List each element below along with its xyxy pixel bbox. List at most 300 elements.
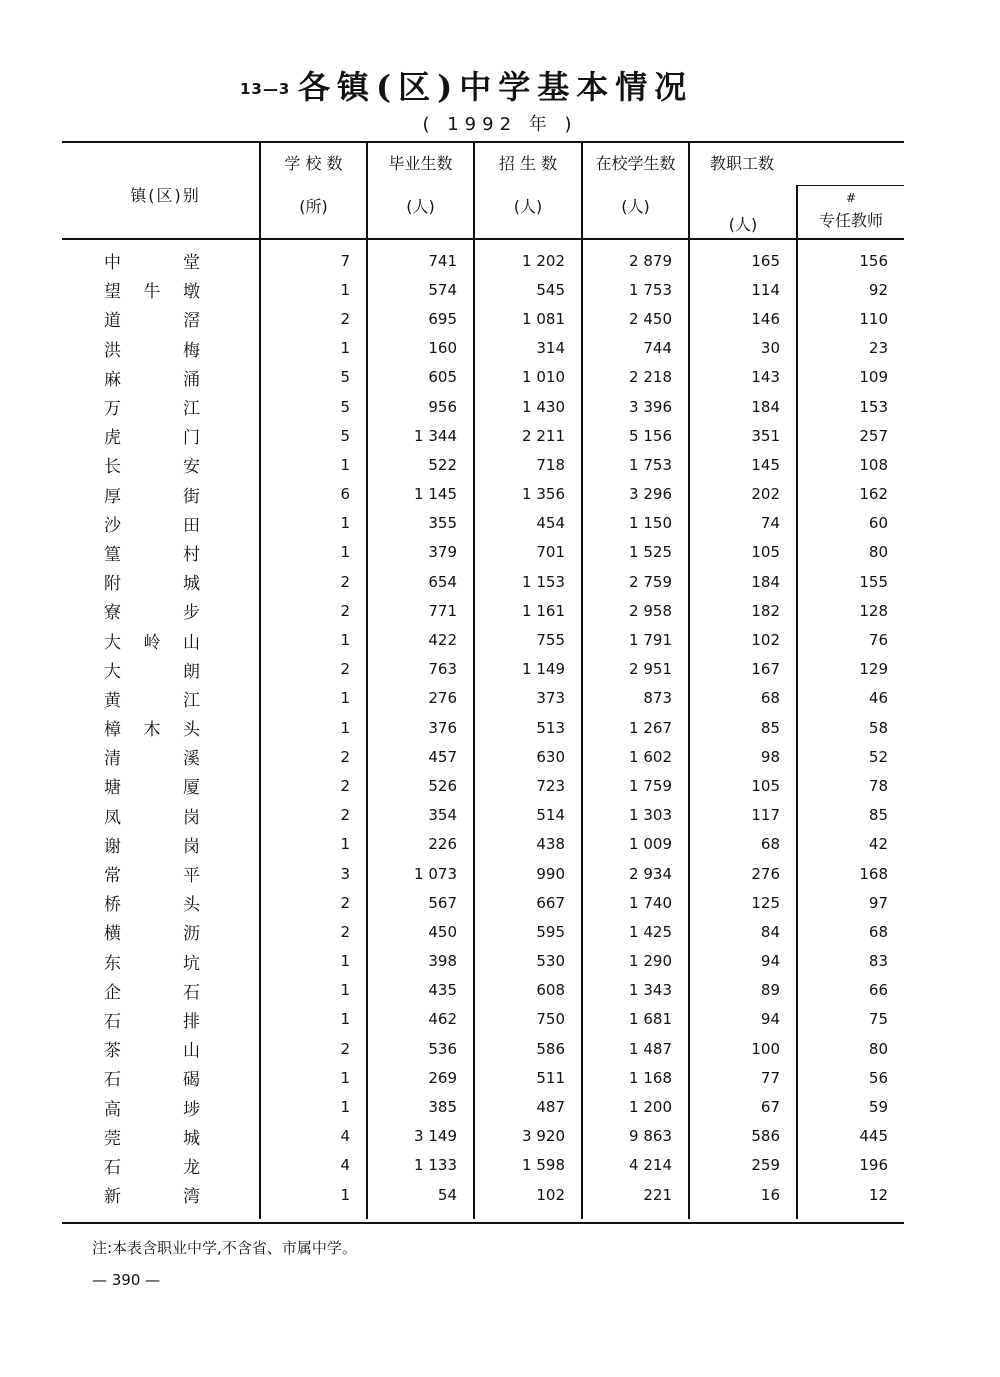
- teachers-cell: 60: [797, 509, 904, 538]
- schools-cell: 1: [260, 625, 367, 654]
- table-row: [62, 450, 904, 479]
- region-name: [62, 625, 260, 654]
- header-teachers-label: 专任教师: [819, 211, 884, 230]
- students-cell: 5 156: [582, 421, 689, 450]
- schools-cell: 4: [260, 1122, 367, 1151]
- region-name-char: [144, 540, 161, 565]
- region-name-char: 中: [104, 253, 121, 274]
- table-row: [62, 1151, 904, 1180]
- enrollment-cell: 2 211: [474, 421, 582, 450]
- graduates-cell: 385: [367, 1092, 474, 1121]
- enrollment-cell: 454: [474, 509, 582, 538]
- region-name-char: [144, 890, 161, 915]
- staff-cell: 67: [689, 1092, 797, 1121]
- region-name-char: 篁: [104, 544, 121, 565]
- enrollment-cell: 586: [474, 1034, 582, 1063]
- region-name: [62, 421, 260, 450]
- enrollment-cell: 1 153: [474, 567, 582, 596]
- graduates-cell: 763: [367, 655, 474, 684]
- table-row: [62, 334, 904, 363]
- teachers-cell: 12: [797, 1180, 904, 1219]
- staff-cell: 276: [689, 859, 797, 888]
- students-cell: 1 487: [582, 1034, 689, 1063]
- region-name-char: [144, 1095, 161, 1120]
- region-name: [62, 830, 260, 859]
- staff-cell: 94: [689, 947, 797, 976]
- table-row: [62, 830, 904, 859]
- region-name-char: 岭: [143, 632, 161, 653]
- schools-cell: 1: [260, 947, 367, 976]
- graduates-cell: 457: [367, 742, 474, 771]
- schools-cell: 2: [260, 888, 367, 917]
- schools-cell: 2: [260, 304, 367, 333]
- region-name: [62, 509, 260, 538]
- table-body: [62, 239, 904, 1219]
- staff-cell: 167: [689, 655, 797, 684]
- region-name: [62, 480, 260, 509]
- graduates-cell: 354: [367, 801, 474, 830]
- students-cell: 1 681: [582, 1005, 689, 1034]
- region-name-char: [144, 1036, 161, 1061]
- students-cell: 2 879: [582, 239, 689, 275]
- region-name-char: [144, 365, 161, 390]
- staff-cell: 105: [689, 771, 797, 800]
- region-name-char: 江: [183, 690, 200, 711]
- teachers-cell: 445: [797, 1122, 904, 1151]
- enrollment-cell: 1 081: [474, 304, 582, 333]
- region-name-char: 埗: [183, 1099, 200, 1120]
- region-name-char: 望: [104, 282, 121, 303]
- table-row: [62, 392, 904, 421]
- graduates-cell: 654: [367, 567, 474, 596]
- page-title: 各镇(区)中学基本情况: [298, 68, 694, 106]
- teachers-cell: 80: [797, 538, 904, 567]
- region-name: [62, 596, 260, 625]
- students-cell: 1 791: [582, 625, 689, 654]
- header-teachers: [797, 186, 904, 240]
- region-name-char: 木: [143, 720, 161, 741]
- staff-cell: 98: [689, 742, 797, 771]
- enrollment-cell: 1 356: [474, 480, 582, 509]
- staff-cell: 89: [689, 976, 797, 1005]
- graduates-cell: 435: [367, 976, 474, 1005]
- region-name-char: 附: [104, 574, 121, 595]
- teachers-cell: 155: [797, 567, 904, 596]
- region-name-char: 坑: [183, 953, 200, 974]
- region-name-char: 企: [104, 982, 121, 1003]
- teachers-cell: 92: [797, 275, 904, 304]
- region-name-char: 城: [183, 1128, 200, 1149]
- footnote: 注:本表含职业中学,不含省、市属中学。: [92, 1239, 357, 1257]
- region-name-char: 大: [104, 632, 121, 653]
- graduates-cell: 771: [367, 596, 474, 625]
- enrollment-cell: 667: [474, 888, 582, 917]
- region-name-char: 凤: [104, 807, 121, 828]
- region-name: [62, 742, 260, 771]
- header-graduates: [367, 142, 474, 239]
- enrollment-cell: 701: [474, 538, 582, 567]
- region-name-char: 洪: [104, 340, 121, 361]
- graduates-cell: 536: [367, 1034, 474, 1063]
- table-row: [62, 1122, 904, 1151]
- staff-cell: 102: [689, 625, 797, 654]
- schools-cell: 2: [260, 742, 367, 771]
- region-name-char: [144, 1007, 161, 1032]
- students-cell: 9 863: [582, 1122, 689, 1151]
- table-row: [62, 538, 904, 567]
- staff-cell: 30: [689, 334, 797, 363]
- region-name-char: [144, 1153, 161, 1178]
- region-name-char: 虎: [104, 428, 121, 449]
- students-cell: 1 759: [582, 771, 689, 800]
- table-row: [62, 596, 904, 625]
- table-row: [62, 771, 904, 800]
- teachers-cell: 66: [797, 976, 904, 1005]
- table-number: 13—3: [240, 80, 291, 98]
- region-name-char: 石: [104, 1070, 121, 1091]
- region-name: [62, 304, 260, 333]
- teachers-cell: 80: [797, 1034, 904, 1063]
- students-cell: 744: [582, 334, 689, 363]
- teachers-cell: 52: [797, 742, 904, 771]
- teachers-cell: 76: [797, 625, 904, 654]
- region-name-char: 长: [104, 457, 121, 478]
- enrollment-cell: 1 430: [474, 392, 582, 421]
- region-name-char: [144, 1182, 161, 1207]
- header-staff-unit-cell: [689, 186, 797, 240]
- enrollment-cell: 608: [474, 976, 582, 1005]
- enrollment-cell: 1 149: [474, 655, 582, 684]
- enrollment-cell: 723: [474, 771, 582, 800]
- teachers-cell: 56: [797, 1063, 904, 1092]
- teachers-cell: 97: [797, 888, 904, 917]
- region-name-char: 石: [104, 1157, 121, 1178]
- header-students-label: 在校学生数: [595, 154, 676, 173]
- graduates-cell: 522: [367, 450, 474, 479]
- region-name-char: 碣: [183, 1070, 200, 1091]
- region-name-char: 寮: [104, 603, 121, 624]
- title-block: [0, 62, 1000, 106]
- enrollment-cell: 630: [474, 742, 582, 771]
- schools-cell: 2: [260, 655, 367, 684]
- region-name-char: [144, 949, 161, 974]
- teachers-cell: 42: [797, 830, 904, 859]
- students-cell: 1 525: [582, 538, 689, 567]
- students-cell: 1 425: [582, 917, 689, 946]
- schools-cell: 1: [260, 275, 367, 304]
- schools-cell: 1: [260, 1180, 367, 1219]
- table-row: [62, 655, 904, 684]
- region-name: [62, 1151, 260, 1180]
- region-name-char: 堂: [183, 253, 200, 274]
- teachers-mark: #: [845, 191, 857, 205]
- header-region: 镇(区)别: [62, 142, 260, 239]
- region-name: [62, 275, 260, 304]
- staff-cell: 586: [689, 1122, 797, 1151]
- region-name-char: 岗: [183, 836, 200, 857]
- graduates-cell: 462: [367, 1005, 474, 1034]
- graduates-cell: 355: [367, 509, 474, 538]
- enrollment-cell: 438: [474, 830, 582, 859]
- region-name: [62, 1034, 260, 1063]
- region-name-char: [144, 394, 161, 419]
- region-name-char: 茶: [104, 1041, 121, 1062]
- enrollment-cell: 755: [474, 625, 582, 654]
- graduates-cell: 226: [367, 830, 474, 859]
- table-row: [62, 567, 904, 596]
- students-cell: 1 740: [582, 888, 689, 917]
- graduates-cell: 398: [367, 947, 474, 976]
- students-cell: 1 753: [582, 275, 689, 304]
- teachers-cell: 162: [797, 480, 904, 509]
- table-row: [62, 859, 904, 888]
- students-cell: 1 343: [582, 976, 689, 1005]
- teachers-cell: 109: [797, 363, 904, 392]
- graduates-cell: 605: [367, 363, 474, 392]
- header-schools: [260, 142, 367, 239]
- staff-cell: 184: [689, 392, 797, 421]
- table-row: [62, 947, 904, 976]
- graduates-cell: 567: [367, 888, 474, 917]
- schools-cell: 2: [260, 596, 367, 625]
- enrollment-cell: 595: [474, 917, 582, 946]
- teachers-cell: 128: [797, 596, 904, 625]
- graduates-cell: 1 344: [367, 421, 474, 450]
- region-name: [62, 567, 260, 596]
- schools-cell: 1: [260, 830, 367, 859]
- region-name-char: 平: [183, 866, 200, 887]
- table-row: [62, 304, 904, 333]
- enrollment-cell: 990: [474, 859, 582, 888]
- teachers-cell: 129: [797, 655, 904, 684]
- region-name-char: [144, 336, 161, 361]
- schools-cell: 7: [260, 239, 367, 275]
- header-enrollment-label: 招 生 数: [498, 154, 558, 173]
- region-name: [62, 1005, 260, 1034]
- students-cell: 1 602: [582, 742, 689, 771]
- graduates-cell: 54: [367, 1180, 474, 1219]
- students-cell: 4 214: [582, 1151, 689, 1180]
- teachers-cell: 108: [797, 450, 904, 479]
- staff-cell: 105: [689, 538, 797, 567]
- region-name: [62, 239, 260, 275]
- region-name-char: 沥: [183, 924, 200, 945]
- students-cell: 3 396: [582, 392, 689, 421]
- region-name: [62, 450, 260, 479]
- header-enrollment: [474, 142, 582, 239]
- staff-cell: 16: [689, 1180, 797, 1219]
- region-name-char: [144, 744, 161, 769]
- region-name: [62, 392, 260, 421]
- students-cell: 1 303: [582, 801, 689, 830]
- schools-cell: 5: [260, 421, 367, 450]
- region-name-char: 湾: [183, 1187, 200, 1208]
- enrollment-cell: 514: [474, 801, 582, 830]
- region-name-char: 朗: [183, 661, 200, 682]
- year-subtitle: ( 1992 年 ): [422, 114, 578, 135]
- students-cell: 2 951: [582, 655, 689, 684]
- enrollment-cell: 530: [474, 947, 582, 976]
- graduates-cell: 450: [367, 917, 474, 946]
- students-cell: 1 168: [582, 1063, 689, 1092]
- enrollment-cell: 513: [474, 713, 582, 742]
- region-name-char: 樟: [104, 720, 121, 741]
- graduates-cell: 422: [367, 625, 474, 654]
- teachers-cell: 156: [797, 239, 904, 275]
- region-name-char: 黄: [104, 690, 121, 711]
- region-name-char: [144, 248, 161, 273]
- schools-cell: 1: [260, 1063, 367, 1092]
- region-name-char: 石: [183, 982, 200, 1003]
- table-row: [62, 801, 904, 830]
- region-name-char: 东: [104, 953, 121, 974]
- header-schools-unit: (所): [299, 197, 328, 216]
- region-name: [62, 976, 260, 1005]
- header-students: [582, 142, 689, 239]
- header-staff-unit: (人): [728, 214, 758, 234]
- region-name-char: [144, 452, 161, 477]
- staff-cell: 85: [689, 713, 797, 742]
- header-graduates-unit: (人): [406, 197, 435, 216]
- region-name-char: 山: [183, 1041, 200, 1062]
- region-name-char: [144, 569, 161, 594]
- region-name-char: [144, 598, 161, 623]
- schools-cell: 1: [260, 1092, 367, 1121]
- region-name: [62, 684, 260, 713]
- region-name-char: 横: [104, 924, 121, 945]
- schools-cell: 3: [260, 859, 367, 888]
- students-cell: 2 958: [582, 596, 689, 625]
- region-name: [62, 771, 260, 800]
- enrollment-cell: 511: [474, 1063, 582, 1092]
- students-cell: 2 759: [582, 567, 689, 596]
- staff-cell: 100: [689, 1034, 797, 1063]
- region-name-char: 高: [104, 1099, 121, 1120]
- staff-cell: 74: [689, 509, 797, 538]
- region-name-char: 莞: [104, 1128, 121, 1149]
- region-name-char: 道: [104, 311, 121, 332]
- school-stats-table: [62, 141, 904, 1219]
- teachers-cell: 257: [797, 421, 904, 450]
- table-row: [62, 888, 904, 917]
- table-row: [62, 421, 904, 450]
- staff-cell: 125: [689, 888, 797, 917]
- schools-cell: 1: [260, 684, 367, 713]
- graduates-cell: 276: [367, 684, 474, 713]
- students-cell: 1 290: [582, 947, 689, 976]
- teachers-cell: 58: [797, 713, 904, 742]
- region-name-char: [144, 832, 161, 857]
- teachers-cell: 78: [797, 771, 904, 800]
- staff-cell: 146: [689, 304, 797, 333]
- region-name-char: 牛: [143, 282, 161, 303]
- region-name: [62, 1122, 260, 1151]
- graduates-cell: 1 073: [367, 859, 474, 888]
- region-name-char: 梅: [183, 340, 200, 361]
- graduates-cell: 269: [367, 1063, 474, 1092]
- region-name: [62, 334, 260, 363]
- region-name-char: 山: [183, 632, 200, 653]
- region-name: [62, 538, 260, 567]
- region-name: [62, 859, 260, 888]
- enrollment-cell: 1 202: [474, 239, 582, 275]
- region-name-char: [144, 482, 161, 507]
- graduates-cell: 1 145: [367, 480, 474, 509]
- region-name-char: 田: [183, 515, 200, 536]
- region-name-char: [144, 306, 161, 331]
- teachers-cell: 83: [797, 947, 904, 976]
- region-name: [62, 655, 260, 684]
- schools-cell: 6: [260, 480, 367, 509]
- region-name-char: 沙: [104, 515, 121, 536]
- schools-cell: 2: [260, 801, 367, 830]
- table-row: [62, 917, 904, 946]
- enrollment-cell: 1 010: [474, 363, 582, 392]
- teachers-cell: 46: [797, 684, 904, 713]
- region-name-char: 大: [104, 661, 121, 682]
- region-name-char: 万: [104, 399, 121, 420]
- table-row: [62, 480, 904, 509]
- region-name-char: 清: [104, 749, 121, 770]
- region-name-char: 滘: [183, 311, 200, 332]
- students-cell: 221: [582, 1180, 689, 1219]
- graduates-cell: 376: [367, 713, 474, 742]
- table-row: [62, 239, 904, 275]
- schools-cell: 1: [260, 538, 367, 567]
- students-cell: 1 200: [582, 1092, 689, 1121]
- schools-cell: 5: [260, 363, 367, 392]
- students-cell: 1 753: [582, 450, 689, 479]
- region-name: [62, 1092, 260, 1121]
- staff-cell: 114: [689, 275, 797, 304]
- teachers-cell: 23: [797, 334, 904, 363]
- staff-cell: 182: [689, 596, 797, 625]
- region-name-char: 步: [183, 603, 200, 624]
- region-name-char: [144, 1065, 161, 1090]
- table-row: [62, 625, 904, 654]
- staff-cell: 165: [689, 239, 797, 275]
- teachers-cell: 68: [797, 917, 904, 946]
- region-name-char: 厦: [183, 778, 200, 799]
- graduates-cell: 956: [367, 392, 474, 421]
- region-name: [62, 713, 260, 742]
- region-name: [62, 947, 260, 976]
- graduates-cell: 3 149: [367, 1122, 474, 1151]
- header-staff: 教职工数: [689, 142, 904, 186]
- region-name-char: 排: [183, 1011, 200, 1032]
- teachers-cell: 85: [797, 801, 904, 830]
- header-graduates-label: 毕业生数: [388, 154, 453, 173]
- enrollment-cell: 545: [474, 275, 582, 304]
- teachers-cell: 196: [797, 1151, 904, 1180]
- enrollment-cell: 314: [474, 334, 582, 363]
- enrollment-cell: 373: [474, 684, 582, 713]
- region-name-char: 街: [183, 486, 200, 507]
- region-name-char: 安: [183, 457, 200, 478]
- region-name-char: [144, 978, 161, 1003]
- region-name-char: 麻: [104, 369, 121, 390]
- table-row: [62, 976, 904, 1005]
- graduates-cell: 695: [367, 304, 474, 333]
- graduates-cell: 741: [367, 239, 474, 275]
- teachers-cell: 75: [797, 1005, 904, 1034]
- teachers-cell: 168: [797, 859, 904, 888]
- region-name-char: 头: [183, 895, 200, 916]
- enrollment-cell: 718: [474, 450, 582, 479]
- table-row: [62, 509, 904, 538]
- region-name-char: 厚: [104, 486, 121, 507]
- table-row: [62, 1005, 904, 1034]
